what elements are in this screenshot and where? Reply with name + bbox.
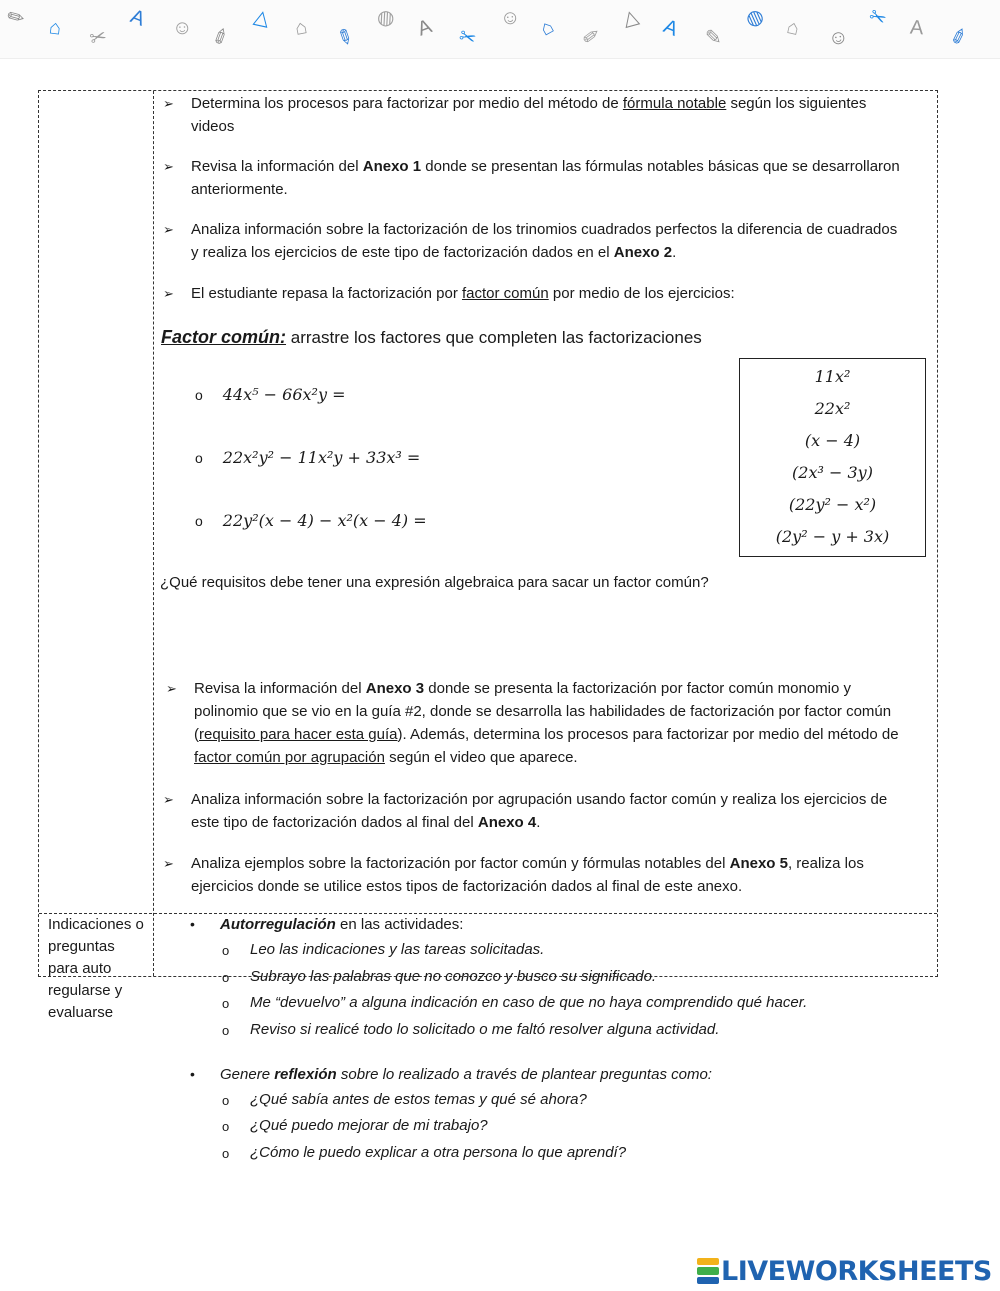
banner-doodle-icon: ⌂ xyxy=(784,15,802,41)
banner-doodle-icon: ◍ xyxy=(376,6,396,30)
circle-bullet-icon: o xyxy=(195,450,203,466)
banner-doodle-icon: ✎ xyxy=(3,4,30,32)
circle-bullet-icon: o xyxy=(222,1146,230,1161)
auto-item: Me “devuelvo” a alguna indicación en caso de que no haya comprendido qué hacer. xyxy=(250,994,808,1011)
drag-option-x-minus-4[interactable]: (x − 4) xyxy=(804,431,861,450)
arrow-bullet-icon: ➢ xyxy=(163,159,174,174)
liveworksheets-logo[interactable] xyxy=(697,1256,992,1286)
header-banner xyxy=(0,0,1000,59)
banner-doodle-icon: A xyxy=(127,5,148,31)
banner-doodle-icon: ☺ xyxy=(826,25,851,51)
link-formula-notable[interactable]: fórmula notable xyxy=(622,95,727,112)
banner-doodle-icon: ⌂ xyxy=(293,16,310,40)
arrow-bullet-icon: ➢ xyxy=(163,856,174,871)
banner-doodle-icon: ✎ xyxy=(332,24,357,52)
arrow-bullet-icon: ➢ xyxy=(163,792,174,807)
reflection-question: ¿Qué puedo mejorar de mi trabajo? xyxy=(250,1117,488,1134)
banner-doodle-icon: ✐ xyxy=(580,25,601,51)
circle-bullet-icon: o xyxy=(195,387,203,403)
exercise-3 xyxy=(195,511,427,530)
arrow-bullet-icon: ➢ xyxy=(163,96,174,111)
drag-option-2x3-minus-3y[interactable]: (2x³ − 3y) xyxy=(792,463,873,482)
exercise-2 xyxy=(195,448,420,467)
banner-doodle-icon: ✎ xyxy=(704,26,722,50)
auto-item: Reviso si realicé todo lo solicitado o me faltó resolver alguna actividad. xyxy=(250,1021,720,1038)
exercise-3-expression: 22y²(x − 4) − x²(x − 4) = xyxy=(222,511,427,530)
liveworksheets-logo-icon xyxy=(697,1257,719,1285)
banner-doodle-icon: A xyxy=(414,15,435,41)
banner-doodle-icon: ✂ xyxy=(864,4,890,32)
banner-doodle-icon: ☺ xyxy=(498,5,522,31)
exercise-1-expression: 44x⁵ − 66x²y = xyxy=(222,385,346,404)
drag-option-22x2[interactable]: 22x² xyxy=(814,399,851,418)
circle-bullet-icon: o xyxy=(222,1119,230,1134)
banner-doodle-icon: ⌂ xyxy=(536,15,558,41)
drag-options-box xyxy=(739,358,926,557)
circle-bullet-icon: o xyxy=(222,1023,230,1038)
circle-bullet-icon: o xyxy=(222,943,230,958)
liveworksheets-logo-text: LIVEWORKSHEETS xyxy=(721,1255,992,1287)
banner-doodle-icon: ◍ xyxy=(742,4,768,32)
exercise-2-expression: 22x²y² − 11x²y + 33x³ = xyxy=(222,448,421,467)
reflection-question: ¿Cómo le puedo explicar a otra persona lo que aprendí? xyxy=(250,1144,627,1161)
exercise-1 xyxy=(195,385,346,404)
drag-option-22y2-minus-x2[interactable]: (22y² − x²) xyxy=(788,495,877,514)
circle-bullet-icon: o xyxy=(222,1093,230,1108)
column-divider xyxy=(153,91,154,976)
link-requisito[interactable]: requisito para hacer esta guía xyxy=(199,726,398,743)
self-regulation-label: Indicaciones o preguntas para auto regularse y evaluarse xyxy=(48,916,144,1021)
drag-option-2y2-minus-y-plus-3x[interactable]: (2y² − y + 3x) xyxy=(775,527,890,546)
circle-bullet-icon: o xyxy=(195,513,203,529)
drag-option-11x2[interactable]: 11x² xyxy=(814,367,851,386)
banner-doodle-icon: A xyxy=(660,15,681,41)
dot-bullet-icon: • xyxy=(190,1066,195,1082)
banner-doodle-icon: ✂ xyxy=(87,25,110,51)
banner-doodle-icon: A xyxy=(909,16,925,40)
factor-comun-title: Factor común: arrastre los factores que completen las factorizaciones xyxy=(161,327,702,347)
banner-doodle-icon: ☺ xyxy=(171,16,193,40)
circle-bullet-icon: o xyxy=(222,996,230,1011)
link-factor-comun-agrupacion[interactable]: factor común por agrupación xyxy=(194,749,385,766)
banner-doodle-icon: △ xyxy=(251,5,272,31)
auto-item: Leo las indicaciones y las tareas solicitadas. xyxy=(250,941,545,958)
arrow-bullet-icon: ➢ xyxy=(163,286,174,301)
banner-doodle-icon: ✂ xyxy=(456,25,479,51)
link-factor-comun[interactable]: factor común xyxy=(462,285,549,302)
answer-area[interactable] xyxy=(160,600,900,670)
reflection-question: ¿Qué sabía antes de estos temas y qué sé ahora? xyxy=(250,1091,587,1108)
question-text: ¿Qué requisitos debe tener una expresión algebraica para sacar un factor común? xyxy=(160,574,709,591)
autorregulacion-heading: Autorregulación en las actividades: xyxy=(220,916,464,933)
dot-bullet-icon: • xyxy=(190,916,195,932)
arrow-bullet-icon: ➢ xyxy=(166,681,177,696)
circle-bullet-icon: o xyxy=(222,970,230,985)
banner-doodle-icon: ✐ xyxy=(947,24,971,52)
banner-doodle-icon: △ xyxy=(620,5,641,31)
reflexion-heading: Genere reflexión sobre lo realizado a través de plantear preguntas como: xyxy=(220,1066,712,1083)
banner-doodle-icon: ✐ xyxy=(209,24,234,52)
arrow-bullet-icon: ➢ xyxy=(163,222,174,237)
banner-doodle-icon: ⌂ xyxy=(47,16,63,40)
auto-item: Subrayo las palabras que no conozco y busco su significado. xyxy=(250,968,657,985)
